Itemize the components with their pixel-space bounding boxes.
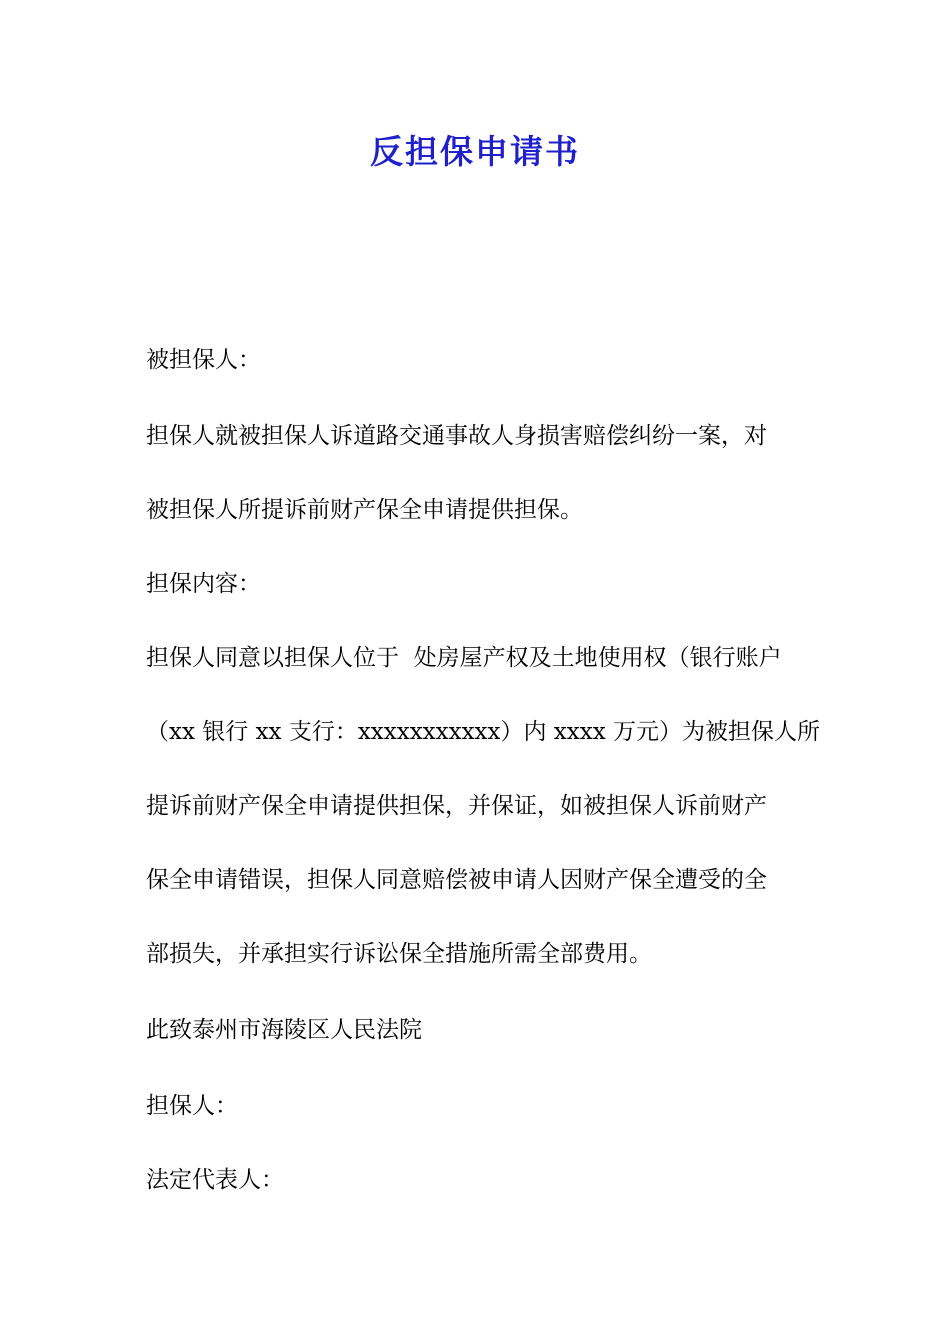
addressee-label: 被担保人：: [146, 347, 261, 373]
content-label: 担保内容：: [146, 571, 261, 597]
content-line-5: 部损失，并承担实行诉讼保全措施所需全部费用。: [146, 941, 652, 967]
court-line: 此致泰州市海陵区人民法院: [146, 1017, 422, 1043]
legal-representative-label: 法定代表人：: [146, 1167, 284, 1193]
body-line-1: 担保人就被担保人诉道路交通事故人身损害赔偿纠纷一案，对: [146, 423, 767, 449]
content-line-1: 担保人同意以担保人位于 处房屋产权及土地使用权（银行账户: [146, 645, 782, 671]
content-line-2: （xx 银行 xx 支行：xxxxxxxxxxx）内 xxxx 万元）为被担保人所: [146, 719, 821, 745]
content-line-4: 保全申请错误，担保人同意赔偿被申请人因财产保全遭受的全: [146, 867, 767, 893]
guarantor-label: 担保人：: [146, 1093, 238, 1119]
body-line-2: 被担保人所提诉前财产保全申请提供担保。: [146, 497, 583, 523]
document-title: 反担保申请书: [370, 132, 580, 171]
content-line-3: 提诉前财产保全申请提供担保，并保证，如被担保人诉前财产: [146, 793, 767, 819]
